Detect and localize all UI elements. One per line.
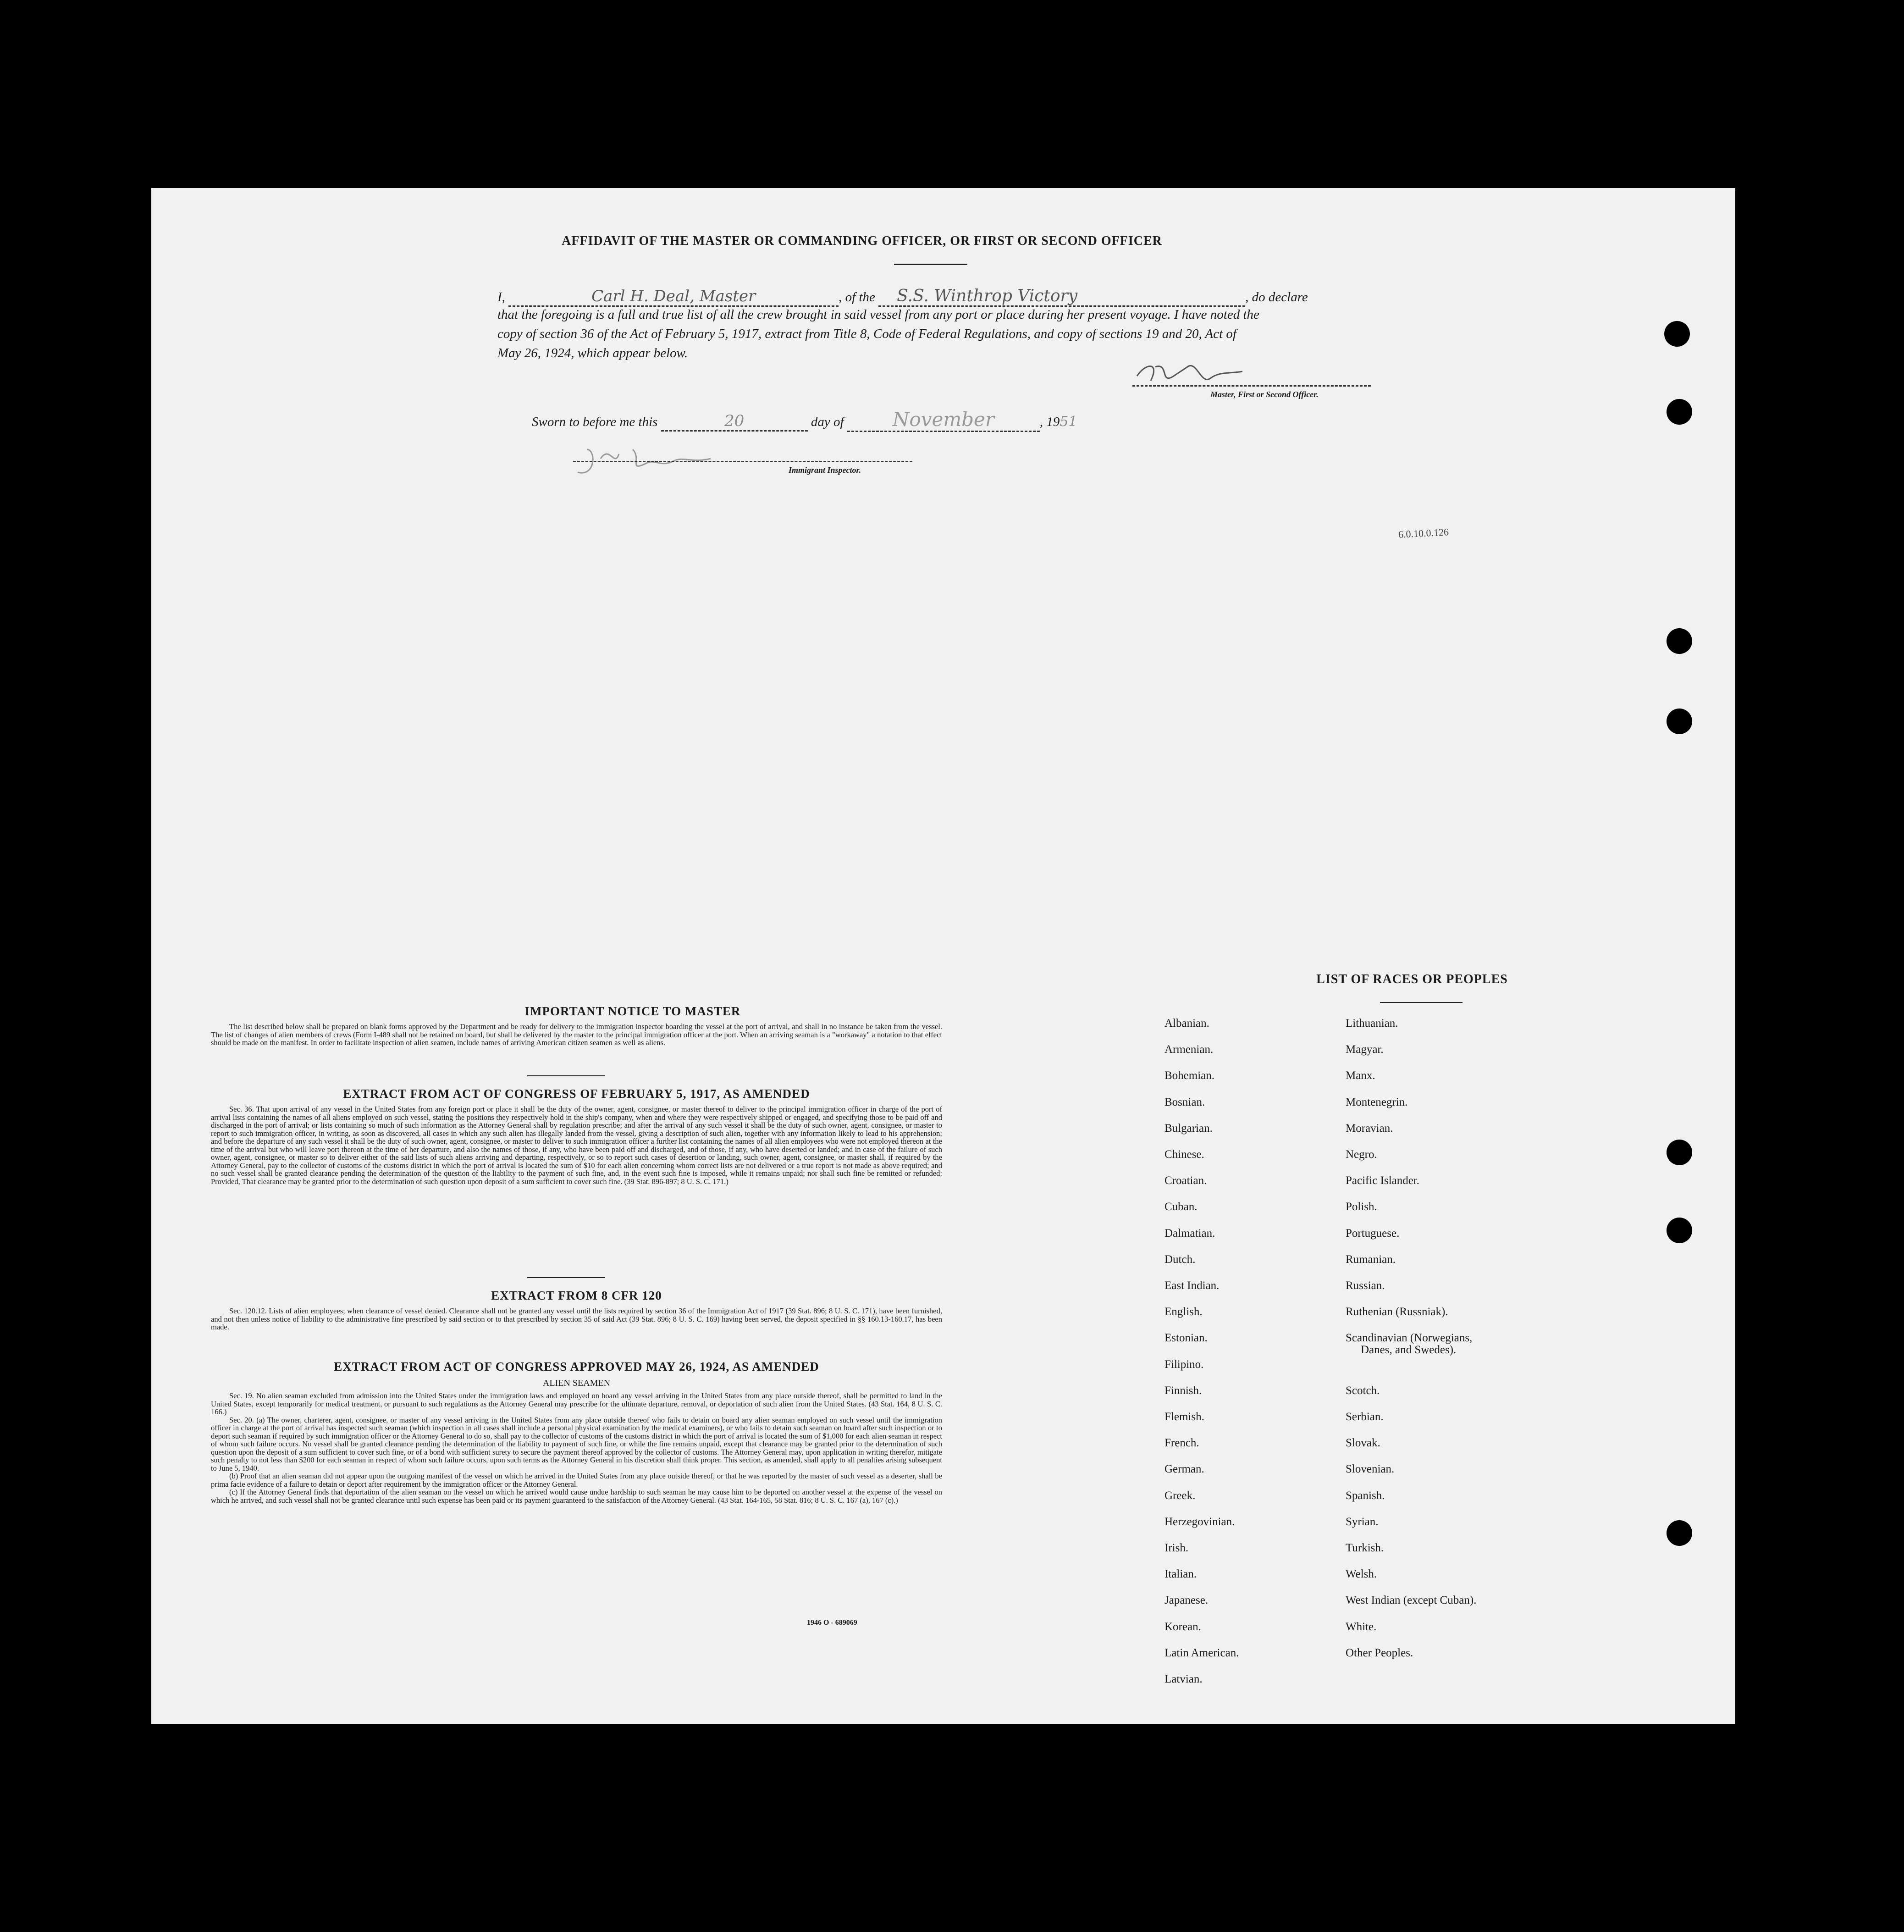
alien-seamen-subtitle: ALIEN SEAMEN	[542, 1378, 611, 1388]
affidavit-line-1	[497, 287, 1552, 307]
race-item: Welsh.	[1346, 1568, 1377, 1581]
punch-hole	[1667, 1520, 1692, 1546]
race-item: Syrian.	[1346, 1515, 1379, 1528]
race-item: English.	[1164, 1306, 1203, 1318]
races-underline	[1380, 1002, 1462, 1003]
race-item: Portuguese.	[1346, 1227, 1400, 1240]
signature-label: Master, First or Second Officer.	[1210, 390, 1319, 399]
race-item: Chinese.	[1164, 1148, 1204, 1161]
race-item: Armenian.	[1164, 1043, 1214, 1056]
race-item: Danes, and Swedes).	[1361, 1344, 1457, 1356]
punch-hole	[1667, 399, 1692, 425]
i-label: I,	[497, 290, 505, 304]
race-item: White.	[1346, 1620, 1377, 1633]
race-item: Russian.	[1346, 1279, 1385, 1292]
vessel-handwritten: S.S. Winthrop Victory	[897, 287, 1078, 305]
race-item: Bosnian.	[1164, 1096, 1205, 1108]
race-item: East Indian.	[1164, 1279, 1220, 1292]
sworn-day-field	[661, 412, 808, 432]
day-of-label: day of	[811, 415, 844, 429]
sec-20c-paragraph: (c) If the Attorney General finds that deportation of the alien seaman on the vessel on which he arrived would cause undue hardship to such seaman he may cause him to be deported on another vessel at the expense of the vessel on which he arrived, and such vessel shall not be granted clearance until such expense has been paid or its payment guaranteed to the satisfaction of the Attorney General. (43 Stat. 164-165, 58 Stat. 816; 8 U. S. C. 167 (a), 167 (c).)	[211, 1488, 942, 1505]
stray-mark: 6.0.10.0.126	[1398, 526, 1449, 540]
race-item: Latin American.	[1164, 1646, 1239, 1659]
race-item: Flemish.	[1164, 1411, 1204, 1423]
sec-20b-paragraph: (b) Proof that an alien seaman did not appear upon the outgoing manifest of the vessel on which he arrived in the United States from any place outside thereof, or that he was reported by the master of such vessel as a deserter, shall be prima facie evidence of a failure to detain or deport after requirement by the immigration officer or the Attorney General.	[211, 1472, 942, 1489]
master-name-handwritten: Carl H. Deal, Master	[591, 287, 756, 305]
race-item: Magyar.	[1346, 1043, 1384, 1056]
sec-19-paragraph: Sec. 19. No alien seaman excluded from admission into the United States under the immigration laws and employed on board any vessel arriving in the United States from any place outside thereof, shall be permitted to land in the United States, except temporarily for medical treatment, or pursuant to such regulations as the Attorney General may prescribe for the ultimate departure, removal, or deportation of such alien from the United States. (43 Stat. 164, 8 U. S. C. 166.)	[211, 1391, 942, 1416]
punch-hole	[1667, 1140, 1692, 1165]
race-item: Ruthenian (Russniak).	[1346, 1306, 1448, 1318]
race-item: Finnish.	[1164, 1384, 1202, 1397]
sworn-month-field	[847, 408, 1040, 432]
race-item: Irish.	[1164, 1542, 1189, 1554]
master-name-field	[508, 287, 839, 307]
race-item: Montenegrin.	[1346, 1096, 1408, 1108]
do-declare-label: , do declare	[1245, 290, 1308, 304]
divider	[527, 1277, 605, 1278]
race-item: West Indian (except Cuban).	[1346, 1594, 1477, 1607]
affidavit-line-3: copy of section 36 of the Act of February 5, 1917, extract from Title 8, Code of Federal Regulations, and copy of sections 19 and 20, Act of	[497, 327, 1236, 341]
punch-hole	[1667, 709, 1692, 734]
race-item: Cuban.	[1164, 1201, 1198, 1213]
race-item: Herzegovinian.	[1164, 1515, 1235, 1528]
punch-hole	[1667, 628, 1692, 654]
race-item: Greek.	[1164, 1489, 1196, 1502]
cfr-title: EXTRACT FROM 8 CFR 120	[491, 1289, 662, 1302]
race-item: Italian.	[1164, 1568, 1197, 1581]
sworn-label: Sworn to before me this	[532, 415, 658, 429]
year-handwritten: 51	[1060, 414, 1077, 430]
year-prefix: , 19	[1039, 415, 1060, 429]
race-item: Dalmatian.	[1164, 1227, 1215, 1240]
race-item: Scotch.	[1346, 1384, 1380, 1397]
race-item: Bohemian.	[1164, 1069, 1215, 1082]
race-item: Turkish.	[1346, 1542, 1384, 1554]
divider	[527, 1075, 605, 1076]
title-underline	[894, 264, 967, 265]
race-item: Dutch.	[1164, 1253, 1196, 1266]
extract-1917-text	[211, 1105, 942, 1185]
race-item: Albanian.	[1164, 1017, 1209, 1030]
race-item: Latvian.	[1164, 1673, 1203, 1685]
race-item: Slovak.	[1346, 1437, 1380, 1450]
print-code: 1946 O - 689069	[807, 1619, 857, 1627]
race-item: Polish.	[1346, 1201, 1377, 1213]
cfr-text	[211, 1307, 942, 1331]
affidavit-line-4: May 26, 1924, which appear below.	[497, 346, 688, 360]
vessel-field	[878, 287, 1245, 307]
race-item: French.	[1164, 1437, 1199, 1450]
race-item: Japanese.	[1164, 1594, 1209, 1607]
notice-title: IMPORTANT NOTICE TO MASTER	[524, 1004, 741, 1018]
race-item: Other Peoples.	[1346, 1646, 1413, 1659]
race-item: Estonian.	[1164, 1332, 1208, 1345]
extract-1924-text	[211, 1392, 942, 1504]
punch-hole	[1664, 321, 1690, 347]
sec-120-paragraph: Sec. 120.12. Lists of alien employees; when clearance of vessel denied. Clearance shall not be granted any vessel until the lists required by section 36 of the Immigration Act of 1917 (39 Stat. 896; 8 U. S. C. 171), have been furnished, and not then unless notice of liability to the administrative fine prescribed by said section or to that prescribed by section 35 of said Act (39 Stat. 896; 8 U. S. C. 169) having been served, the deposit specified in §§ 160.13-160.17, has been made.	[211, 1306, 942, 1331]
races-title: LIST OF RACES OR PEOPLES	[1316, 972, 1508, 986]
notice-text	[211, 1023, 942, 1047]
inspector-label: Immigrant Inspector.	[789, 465, 861, 475]
race-item: Filipino.	[1164, 1358, 1204, 1371]
race-item: Moravian.	[1346, 1122, 1393, 1135]
extract-1917-title: EXTRACT FROM ACT OF CONGRESS OF FEBRUARY 5, 1917, AS AMENDED	[343, 1087, 810, 1101]
race-item: Lithuanian.	[1346, 1017, 1398, 1030]
document-page	[151, 188, 1735, 1724]
affidavit-title: AFFIDAVIT OF THE MASTER OR COMMANDING OFFICER, OR FIRST OR SECOND OFFICER	[562, 234, 1162, 248]
notice-paragraph: The list described below shall be prepared on blank forms approved by the Department and be ready for delivery to the immigration inspector boarding the vessel at the port of arrival, and shall in no instance be taken from the vessel. The list of changes of alien members of crews (Form I-489 shall not be retained on board, but shall be delivered by the master to the principal immigration officer at the port. When an arriving seaman is a "workaway" a notation to that effect should be made on the manifest. In order to facilitate inspection of alien seamen, include names of arriving American citizen seamen as well as aliens.	[211, 1022, 942, 1047]
sworn-month-handwritten: November	[892, 408, 994, 431]
race-item: Spanish.	[1346, 1489, 1385, 1502]
of-the-label: , of the	[839, 290, 875, 304]
race-item: Slovenian.	[1346, 1463, 1395, 1476]
sworn-day-handwritten: 20	[724, 412, 745, 430]
sec-36-paragraph: Sec. 36. That upon arrival of any vessel in the United States from any foreign port or place it shall be the duty of the owner, agent, consignee, or master thereof to deliver to the principal immigration officer in charge of the port of arrival lists containing the names of all aliens employed on such vessel, stating the positions they respectively hold in the ship's company, when and where they were respectively shipped or engaged, and specifying those to be paid off and discharged in the port of arrival; or lists containing so much of such information as the Attorney General shall by regulation prescribe; and after the arrival of any such vessel it shall be the duty of such owner, agent, consignee, or master to report to such immigration officer, in writing, as soon as discovered, all cases in which any such alien has illegally landed from the vessel, giving a description of such alien, together with any information likely to lead to his apprehension; and before the departure of any such vessel it shall be the duty of such owner, agent, consignee, or master to deliver to such immigration officer a further list containing the names of all alien employees who were not employed thereon at the time of the arrival but who will leave port thereon at the time of her departure, and also the names of those, if any, who have been paid off and discharged, and of those, if any, who have deserted or landed; and in case of the failure of such owner, agent, consignee, or master so to deliver either of the said lists of such aliens arriving and departing, respectively, or so to report such cases of desertion or landing, such owner, agent, consignee, or master shall, if required by the Attorney General, pay to the collector of customs of the customs district in which the port of arrival is located the sum of $10 for each alien concerning whom correct lists are not delivered or a true report is not made as above required; and no such vessel shall be granted clearance pending the determination of the question of the liability to the payment of such fine, and, in the event such fine is imposed, while it remains unpaid; nor shall such fine be remitted or refunded: Provided, That clearance may be granted prior to the determination of such question upon deposit of a sum sufficient to cover such fine. (39 Stat. 896-897; 8 U. S. C. 171.)	[211, 1105, 942, 1186]
inspector-line	[573, 461, 912, 462]
affidavit-line-2: that the foregoing is a full and true list of all the crew brought in said vessel from any port or place during her present voyage. I have noted the	[497, 307, 1259, 322]
race-item: Rumanian.	[1346, 1253, 1396, 1266]
race-item: Manx.	[1346, 1069, 1375, 1082]
race-item: Croatian.	[1164, 1174, 1207, 1187]
punch-hole	[1667, 1218, 1692, 1243]
sworn-line	[532, 408, 1077, 432]
race-item: Korean.	[1164, 1620, 1201, 1633]
race-item: German.	[1164, 1463, 1204, 1476]
race-item: Bulgarian.	[1164, 1122, 1213, 1135]
signature-line	[1132, 385, 1371, 387]
race-item: Serbian.	[1346, 1411, 1384, 1423]
race-item: Negro.	[1346, 1148, 1377, 1161]
race-item: Pacific Islander.	[1346, 1174, 1420, 1187]
race-item: Scandinavian (Norwegians,	[1346, 1332, 1473, 1345]
extract-1924-title: EXTRACT FROM ACT OF CONGRESS APPROVED MAY 26, 1924, AS AMENDED	[334, 1360, 819, 1373]
sec-20a-paragraph: Sec. 20. (a) The owner, charterer, agent, consignee, or master of any vessel arriving in the United States from any place outside thereof who fails to detain on board any alien seaman employed on such vessel until the immigration officer in charge at the port of arrival has inspected such seaman (which inspection in all cases shall include a personal physical examination by the medical examiners), or who fails to detain such seaman on board after such inspection or to deport such seaman if required by such immigration officer or the Attorney General to do so, shall pay to the collector of customs of the customs district in which the port of arrival is located the sum of $1,000 for each alien seaman in respect of whom such failure occurs. No vessel shall be granted clearance pending the determination of the liability to payment of such fine, or while the fine remains unpaid, except that clearance may be granted prior to the determination of such question upon the deposit of a sum sufficient to cover such fine, or of a bond with sufficient surety to secure the payment thereof approved by the collector of customs. The Attorney General may, upon application in writing therefor, mitigate such penalty to not less than $200 for each seaman in respect of whom such failure occurs, upon such terms as the Attorney General in his discretion shall think proper. This section, as amended, shall apply to all penalties arising subsequent to June 5, 1940.	[211, 1415, 942, 1473]
